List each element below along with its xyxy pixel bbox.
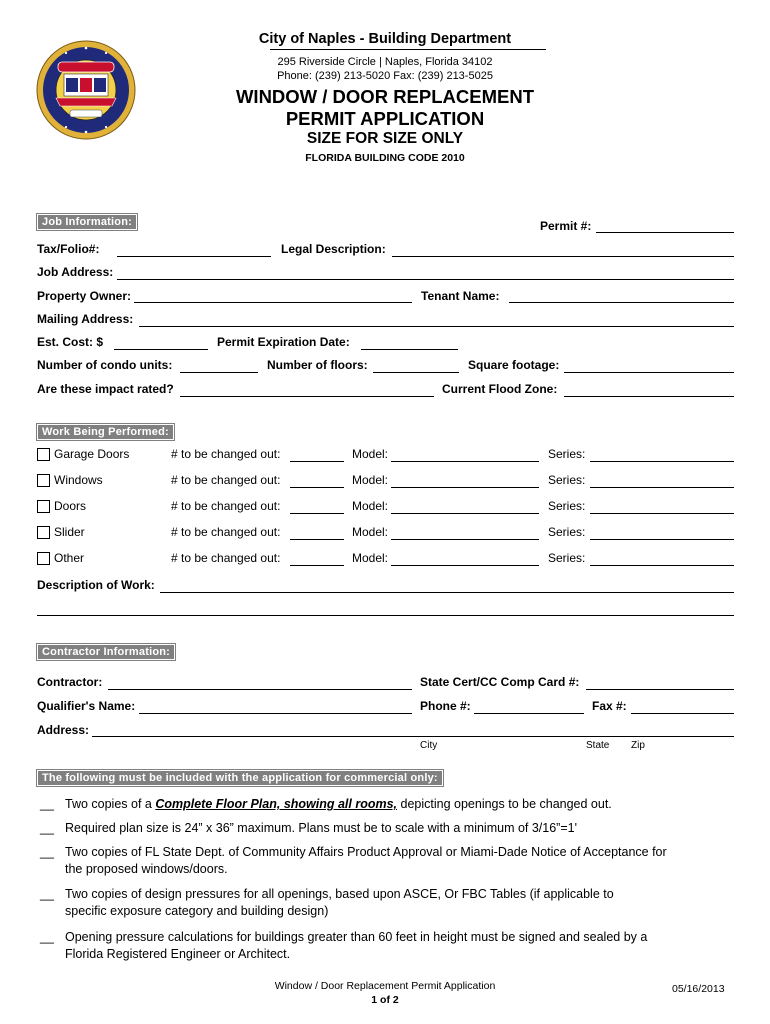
mailing-address-field[interactable] bbox=[139, 326, 734, 327]
page-number: 1 of 2 bbox=[371, 994, 399, 1006]
property-owner-field[interactable] bbox=[134, 302, 412, 303]
model-field[interactable] bbox=[391, 461, 539, 462]
square-footage-field[interactable] bbox=[564, 372, 734, 373]
requirement-text-cont: the proposed windows/doors. bbox=[65, 862, 228, 876]
job-info-section-header: Job Information: bbox=[37, 214, 137, 230]
changed-out-field[interactable] bbox=[290, 487, 344, 488]
impact-rated-label: Are these impact rated? bbox=[37, 382, 174, 396]
requirement-text-cont: specific exposure category and building design) bbox=[65, 904, 329, 918]
contractor-section-header: Contractor Information: bbox=[37, 644, 175, 660]
state-caption: State bbox=[586, 740, 610, 751]
requirement-text: Two copies of a bbox=[65, 797, 156, 811]
tax-folio-field[interactable] bbox=[117, 256, 271, 257]
model-label: Model: bbox=[352, 551, 389, 565]
state-cert-label: State Cert/CC Comp Card #: bbox=[420, 675, 580, 689]
work-item-label: Garage Doors bbox=[54, 447, 130, 461]
job-address-label: Job Address: bbox=[37, 265, 114, 279]
series-label: Series: bbox=[548, 551, 586, 565]
model-label: Model: bbox=[352, 447, 389, 461]
qualifier-name-field[interactable] bbox=[139, 713, 412, 714]
work-item-checkbox[interactable] bbox=[37, 552, 50, 565]
contractor-address-label: Address: bbox=[37, 723, 90, 737]
model-field[interactable] bbox=[391, 539, 539, 540]
requirement-floor-plan bbox=[40, 797, 612, 811]
series-label: Series: bbox=[548, 525, 586, 539]
requirement-text: Opening pressure calculations for buildings greater than 60 feet in height must be signed and sealed by a bbox=[65, 930, 648, 944]
series-field[interactable] bbox=[590, 487, 734, 488]
building-code: FLORIDA BUILDING CODE 2010 bbox=[305, 152, 465, 164]
requirement-checkline[interactable]: __ bbox=[40, 887, 54, 901]
floors-field[interactable] bbox=[373, 372, 459, 373]
permit-expiration-label: Permit Expiration Date: bbox=[217, 335, 350, 349]
work-item-label: Other bbox=[54, 551, 85, 565]
contractor-field[interactable] bbox=[108, 689, 412, 690]
zip-caption: Zip bbox=[631, 740, 645, 751]
condo-units-field[interactable] bbox=[180, 372, 258, 373]
city-caption: City bbox=[420, 740, 438, 751]
model-field[interactable] bbox=[391, 487, 539, 488]
series-field[interactable] bbox=[590, 565, 734, 566]
flood-zone-field[interactable] bbox=[564, 396, 734, 397]
floor-plan-emphasis: Complete Floor Plan, showing all rooms, bbox=[155, 797, 398, 811]
work-item-label: Slider bbox=[54, 525, 85, 539]
contractor-phone-field[interactable] bbox=[474, 713, 584, 714]
changed-out-label: # to be changed out: bbox=[171, 551, 281, 565]
model-field[interactable] bbox=[391, 513, 539, 514]
description-field-line2[interactable] bbox=[37, 615, 734, 616]
contractor-fax-field[interactable] bbox=[631, 713, 734, 714]
est-cost-field[interactable] bbox=[114, 349, 208, 350]
department-address: 295 Riverside Circle | Naples, Florida 34102 bbox=[277, 56, 493, 68]
series-field[interactable] bbox=[590, 461, 734, 462]
commercial-section-header: The following must be included with the application for commercial only: bbox=[37, 770, 443, 786]
flood-zone-label: Current Flood Zone: bbox=[442, 382, 558, 396]
tenant-name-label: Tenant Name: bbox=[421, 289, 500, 303]
requirement-checkline[interactable]: __ bbox=[40, 930, 54, 944]
job-address-field[interactable] bbox=[117, 279, 734, 280]
changed-out-field[interactable] bbox=[290, 565, 344, 566]
state-cert-field[interactable] bbox=[586, 689, 734, 690]
requirement-design-pressures bbox=[40, 887, 614, 918]
changed-out-field[interactable] bbox=[290, 539, 344, 540]
requirement-checkline[interactable]: __ bbox=[40, 821, 54, 835]
contractor-phone-label: Phone #: bbox=[420, 699, 471, 713]
changed-out-label: # to be changed out: bbox=[171, 499, 281, 513]
changed-out-label: # to be changed out: bbox=[171, 525, 281, 539]
legal-description-label: Legal Description: bbox=[281, 242, 386, 256]
footer-title: Window / Door Replacement Permit Application bbox=[274, 980, 496, 992]
requirement-checkline[interactable]: __ bbox=[40, 797, 54, 811]
contractor-label: Contractor: bbox=[37, 675, 103, 689]
changed-out-field[interactable] bbox=[290, 461, 344, 462]
work-item-label: Doors bbox=[54, 499, 87, 513]
requirement-plan-size bbox=[40, 821, 577, 835]
requirement-text: Two copies of FL State Dept. of Community Affairs Product Approval or Miami-Dade Notice of Acceptance for bbox=[65, 845, 667, 859]
floors-label: Number of floors: bbox=[267, 358, 368, 372]
contractor-address-field[interactable] bbox=[92, 736, 734, 737]
legal-description-field[interactable] bbox=[392, 256, 734, 257]
requirement-product-approval bbox=[40, 845, 667, 876]
work-item-label: Windows bbox=[54, 473, 103, 487]
form-title-line2: PERMIT APPLICATION bbox=[285, 108, 485, 129]
work-item-checkbox[interactable] bbox=[37, 526, 50, 539]
square-footage-label: Square footage: bbox=[468, 358, 560, 372]
department-phone: Phone: (239) 213-5020 Fax: (239) 213-5025 bbox=[277, 70, 493, 82]
permit-number-label: Permit #: bbox=[540, 219, 592, 233]
description-label: Description of Work: bbox=[37, 578, 155, 592]
work-item-checkbox[interactable] bbox=[37, 448, 50, 461]
series-field[interactable] bbox=[590, 539, 734, 540]
form-title-line1: WINDOW / DOOR REPLACEMENT bbox=[235, 86, 535, 107]
property-owner-label: Property Owner: bbox=[37, 289, 132, 303]
changed-out-label: # to be changed out: bbox=[171, 447, 281, 461]
contractor-fax-label: Fax #: bbox=[592, 699, 627, 713]
series-field[interactable] bbox=[590, 513, 734, 514]
requirement-text: Required plan size is 24” x 36” maximum. Plans must be to scale with a minimum of 3/16”=1' bbox=[65, 821, 577, 835]
condo-units-label: Number of condo units: bbox=[37, 358, 173, 372]
revision-date: 05/16/2013 bbox=[672, 983, 725, 995]
permit-expiration-field[interactable] bbox=[361, 349, 458, 350]
description-field[interactable] bbox=[160, 592, 734, 593]
requirement-text: Two copies of design pressures for all openings, based upon ASCE, Or FBC Tables (if applicable to bbox=[65, 887, 614, 901]
model-label: Model: bbox=[352, 525, 389, 539]
model-field[interactable] bbox=[391, 565, 539, 566]
changed-out-field[interactable] bbox=[290, 513, 344, 514]
work-item-checkbox[interactable] bbox=[37, 474, 50, 487]
series-label: Series: bbox=[548, 473, 586, 487]
requirement-checkline[interactable]: __ bbox=[40, 845, 54, 859]
header-underline bbox=[270, 49, 546, 50]
est-cost-label: Est. Cost: $ bbox=[37, 335, 104, 349]
requirement-text-end: depicting openings to be changed out. bbox=[397, 797, 612, 811]
series-label: Series: bbox=[548, 499, 586, 513]
department-name: City of Naples - Building Department bbox=[258, 31, 512, 47]
form-subtitle: SIZE FOR SIZE ONLY bbox=[306, 130, 464, 147]
changed-out-label: # to be changed out: bbox=[171, 473, 281, 487]
work-item-checkbox[interactable] bbox=[37, 500, 50, 513]
model-label: Model: bbox=[352, 499, 389, 513]
work-section-header: Work Being Performed: bbox=[37, 424, 174, 440]
series-label: Series: bbox=[548, 447, 586, 461]
tax-folio-label: Tax/Folio#: bbox=[37, 242, 100, 256]
permit-number-field[interactable] bbox=[596, 232, 734, 233]
requirement-text-cont: Florida Registered Engineer or Architect. bbox=[65, 947, 291, 961]
requirement-pressure-calculations bbox=[40, 930, 648, 961]
qualifier-name-label: Qualifier's Name: bbox=[37, 699, 136, 713]
model-label: Model: bbox=[352, 473, 389, 487]
mailing-address-label: Mailing Address: bbox=[37, 312, 134, 326]
impact-rated-field[interactable] bbox=[180, 396, 434, 397]
tenant-name-field[interactable] bbox=[509, 302, 734, 303]
